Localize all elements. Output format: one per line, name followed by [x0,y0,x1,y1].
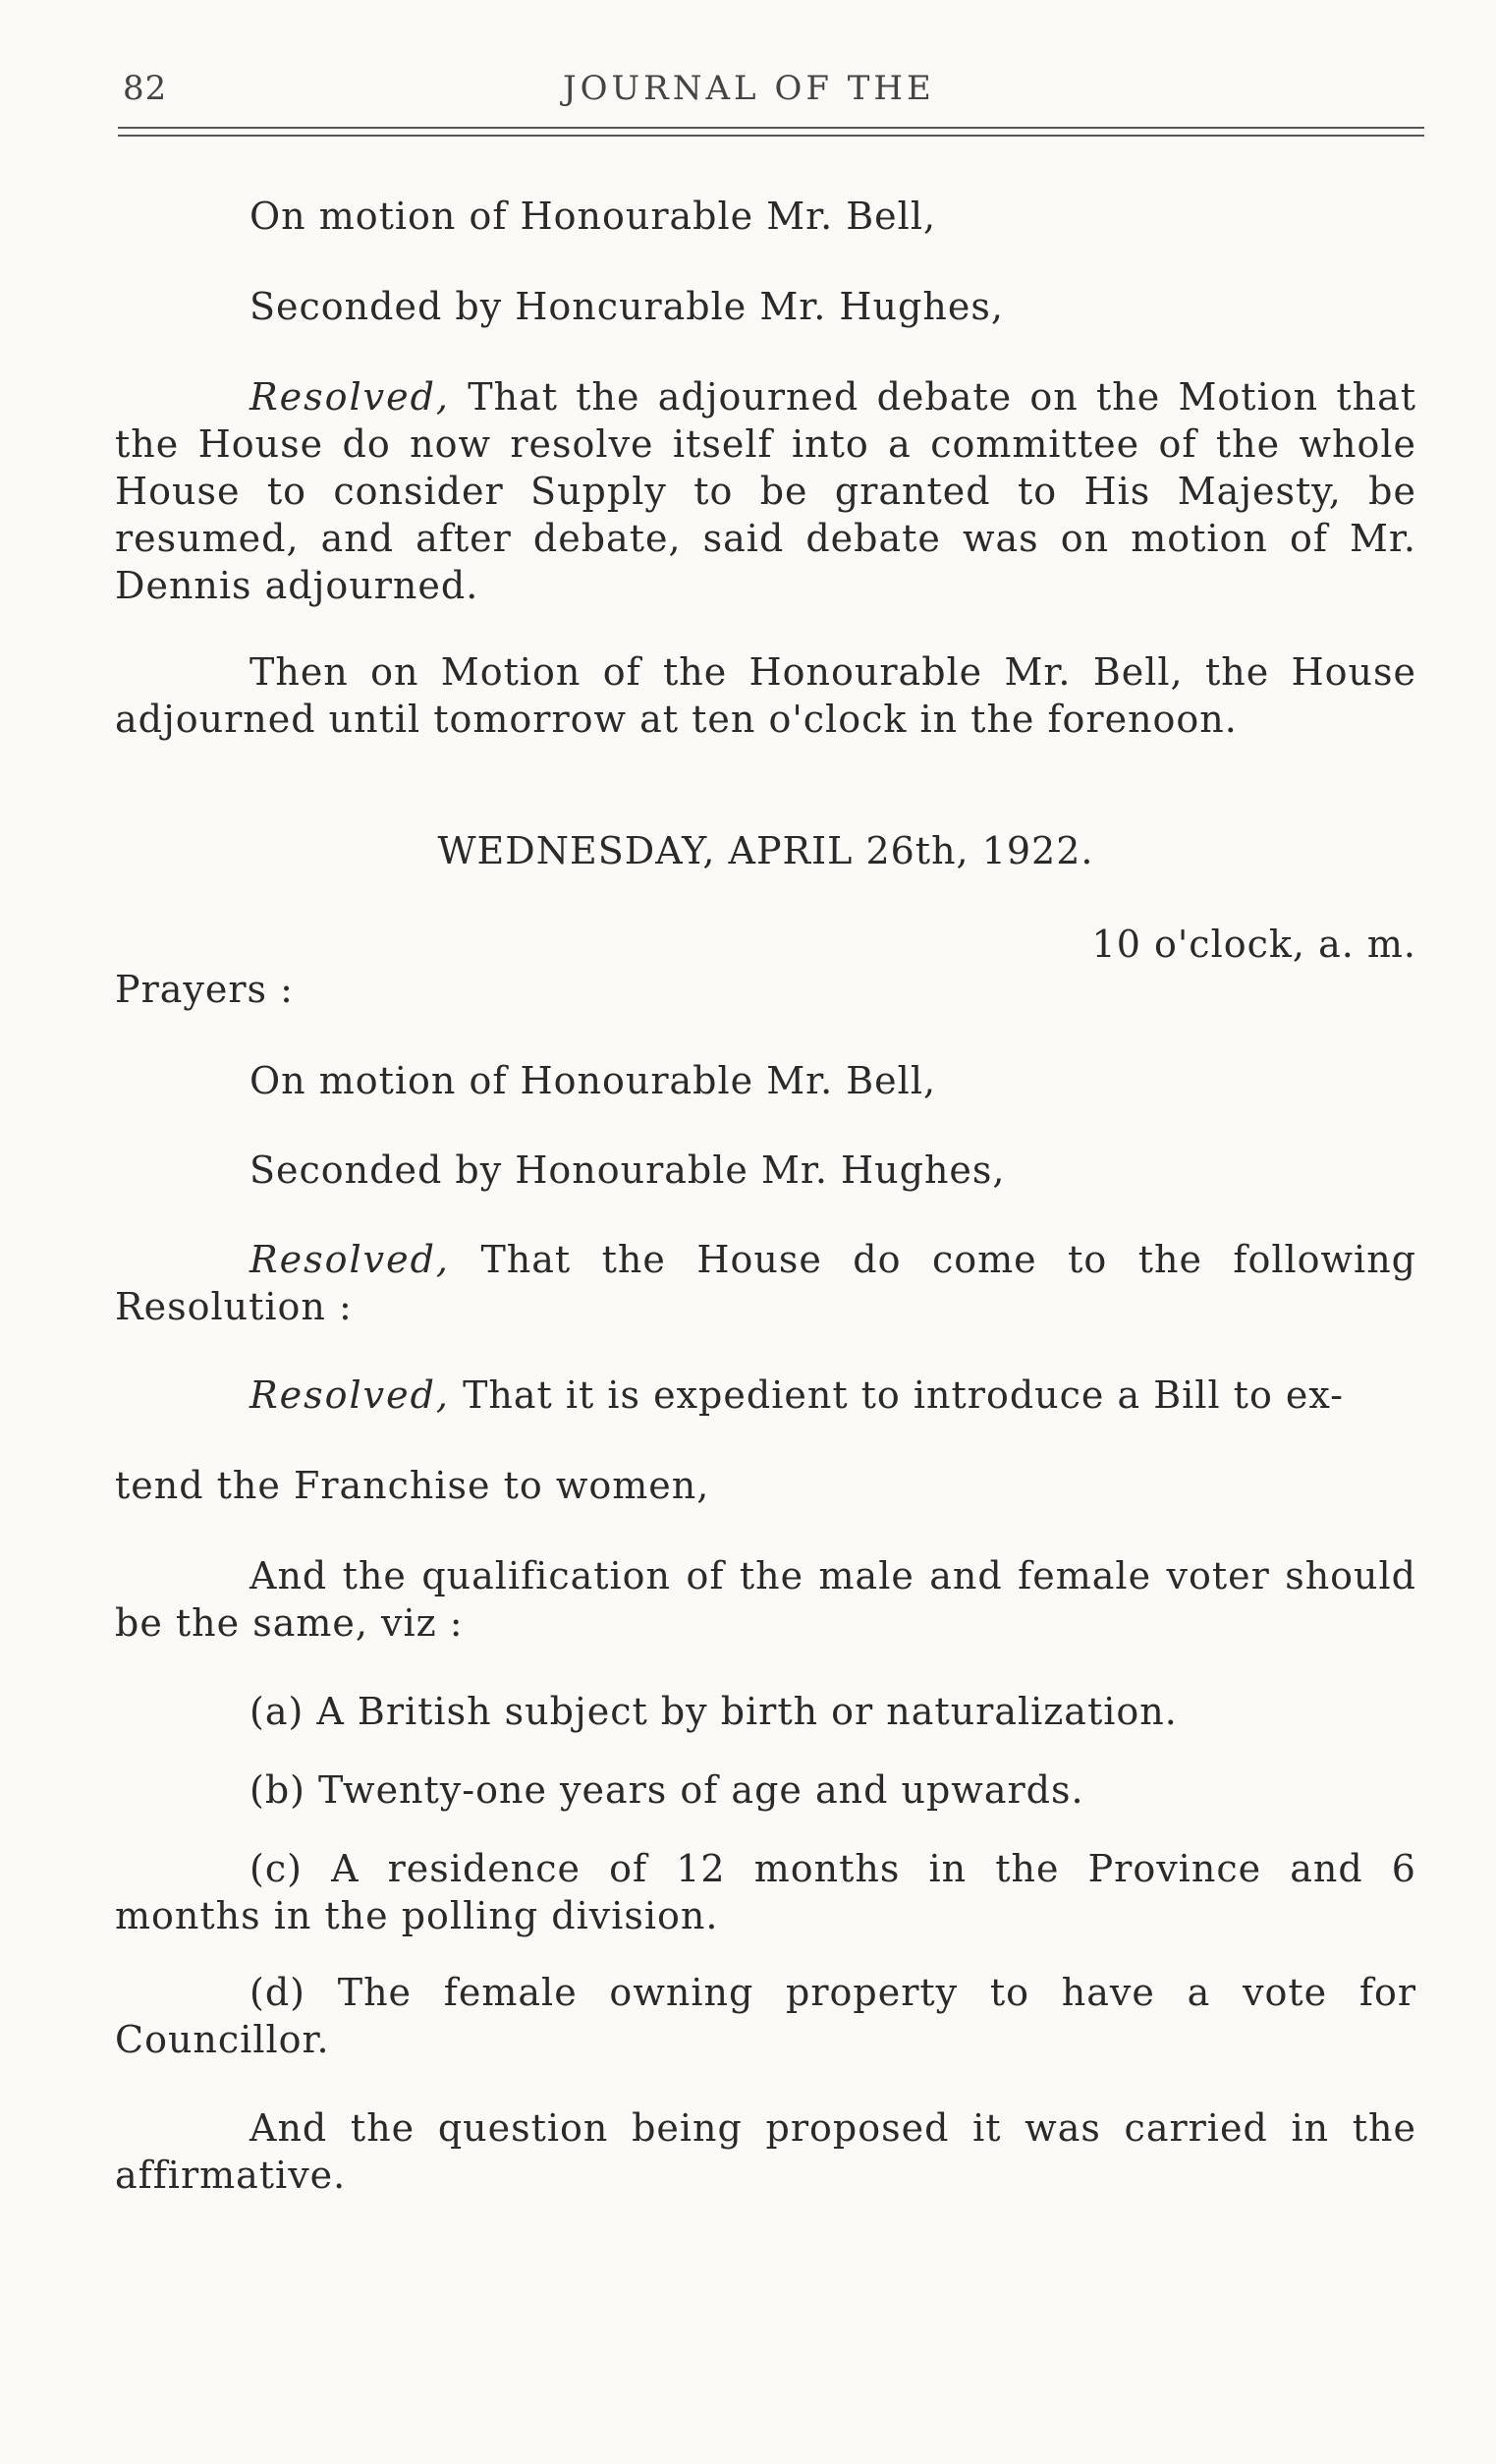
resolved-expedient-bill [115,1372,1416,1419]
resolved-word: Resolved, [249,1238,450,1281]
item-b: (b) Twenty-one years of age and upwards. [249,1768,1084,1812]
prayers-label: Prayers : [115,968,294,1011]
day-heading: WEDNESDAY, APRIL 26th, 1922. [437,829,1094,872]
item-c: (c) A residence of 12 months in the Province and 6 months in the polling division. [115,1847,1416,1937]
time-of-sitting: 10 o'clock, a. m. [1091,923,1416,966]
page-number: 82 [123,69,168,108]
resolved-following-resolution [115,1236,1416,1330]
resolved-word: Resolved, [249,375,450,419]
resolved-text: That the adjourned debate on the Motion that the House do now resolve itself into a committee of the whole House to consider Supply to be granted to His Majesty, be resumed, and after debate, said debate was on motion of Mr. Dennis adjourned. [115,375,1416,607]
resolved-text: That it is expedient to introduce a Bill to ex- [450,1373,1344,1417]
seconded-line: Seconded by Honcurable Mr. Hughes, [249,285,1004,328]
motion-line-2: On motion of Honourable Mr. Bell, [249,1059,937,1102]
resolved-text: That the House do come to the following Resolution : [115,1238,1416,1328]
header-rule-bottom [118,135,1424,137]
motion-line: On motion of Honourable Mr. Bell, [249,195,937,238]
closing-paragraph: And the question being proposed it was carried in the affirmative. [115,2106,1416,2197]
adjournment-paragraph: Then on Motion of the Honourable Mr. Bell, the House adjourned until tomorrow at ten o'clock in the forenoon. [115,650,1416,741]
resolved-word: Resolved, [249,1373,450,1417]
resolved-adjourned-debate [115,373,1416,609]
franchise-line: tend the Franchise to women, [115,1464,710,1507]
item-a: (a) A British subject by birth or naturalization. [249,1690,1178,1733]
running-title: JOURNAL OF THE [563,69,935,108]
item-d: (d) The female owning property to have a vote for Councillor. [115,1971,1416,2061]
header-rule-top [118,127,1424,129]
qualification-paragraph: And the qualification of the male and female voter should be the same, viz : [115,1554,1416,1645]
seconded-line-2: Seconded by Honourable Mr. Hughes, [249,1148,1006,1192]
